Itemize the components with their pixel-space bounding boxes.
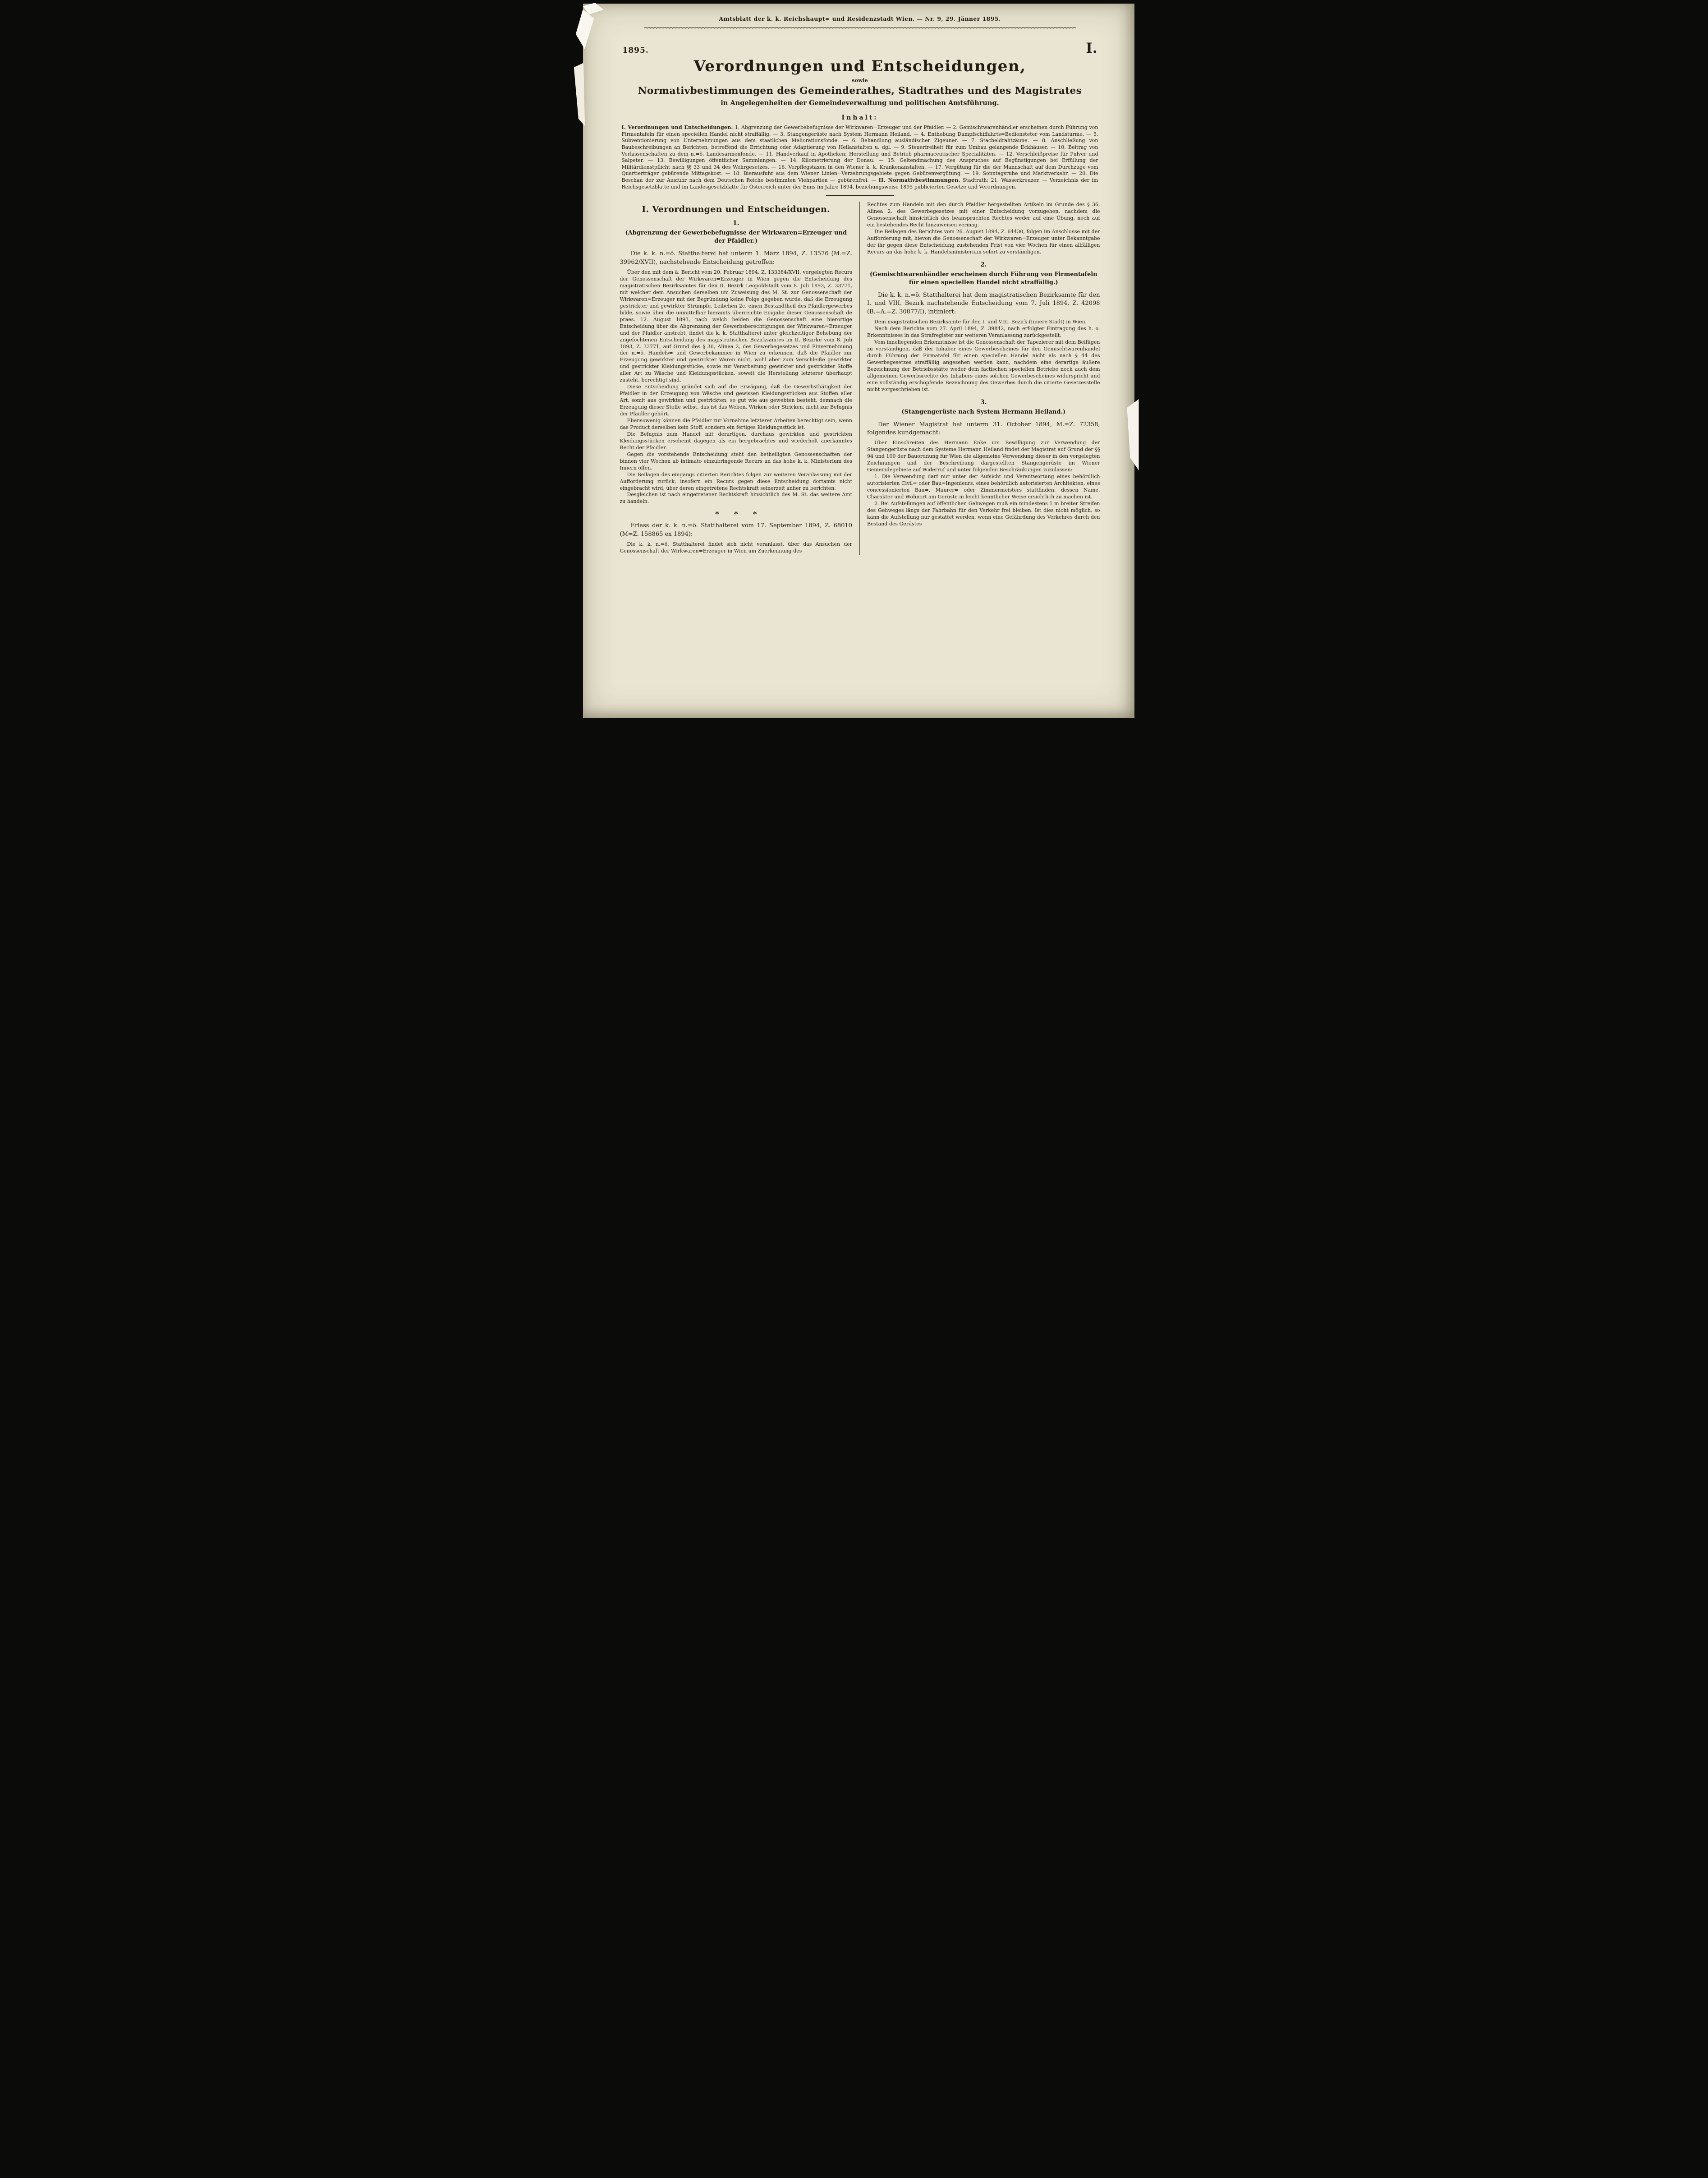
paragraph: Die Beilagen des Berichtes vom 26. August 1894, Z. 64430, folgen im Anschlusse mit der Aufforderung mit, hievon die Genossenschaft der Wirkwaren=Erzeuger unter Bekanntgabe der ihr gegen diese Entscheidung zustehenden Frist von vier Wochen für einen allfälligen Recurs an das hohe k. k. Handelsministerium sofort zu verständigen. bbox=[867, 229, 1100, 255]
masthead: Amtsblatt der k. k. Reichshaupt= und Residenzstadt Wien. — Nr. 9, 29. Jänner 1895. bbox=[719, 15, 1001, 22]
year-line bbox=[623, 40, 1097, 56]
left-column bbox=[620, 202, 860, 555]
toc-body bbox=[622, 124, 1098, 190]
paragraph: Die k. k. n.=ö. Statthalterei findet sich nicht veranlasst, über das Ansuchen der Genossenschaft der Wirkwaren=Erzeuger in Wien um Zuerkennung des bbox=[620, 541, 852, 554]
two-column-body bbox=[620, 202, 1100, 555]
paragraph: Erlass der k. k. n.=ö. Statthalterei vom 17. September 1894, Z. 68010 (M=Z. 158865 ex 1894): bbox=[620, 522, 852, 538]
section-divider-rule bbox=[826, 195, 894, 196]
paragraph: Vom inneliegenden Erkenntnisse ist die Genossenschaft der Tapezierer mit dem Beifügen zu verständigen, daß der Inhaber eines Gewerbescheines für den Gemischtwarenhandel durch Führung der Firmatafel für einen speciellen Handel nicht als nach § 44 des Gewerbegesetzes straffällig angesehen werden kann, nachdem eine derartige äußere Bezeichnung der Betriebsstätte weder dem factischen speciellen Betriebe noch auch dem allgemeinen Gewerbsrechte des Inhabers eines solchen Gewerbescheines widerspricht und eine vollständig erschöpfende Bezeichnung des Gewerbes durch die citierte Gesetzesstelle nicht vorgeschrieben ist. bbox=[867, 339, 1100, 392]
section-2-heading: (Gemischtwarenhändler erscheinen durch Führung von Firmentafeln für einen speciellen Handel nicht straffällig.) bbox=[869, 271, 1097, 286]
paragraph: Über Einschreiten des Hermann Enke um Bewilligung zur Verwendung der Stangengerüste nach dem Systeme Hermann Heiland findet der Magistrat auf Grund der §§ 94 und 100 der Bauordnung für Wien die allgemeine Verwendung dieser in den vorgelegten Zeichnungen und der Beschreibung dargestellten Stangengerüste im Wiener Gemeindegebiete auf Widerruf und unter folgenden Beschränkungen zuzulassen: bbox=[867, 440, 1100, 473]
paragraph: Die Befugnis zum Handel mit derartigen, durchaus gewirkten und gestrickten Kleidungsstücken erscheint dagegen als ein hergebrachtes und wiederholt anerkanntes Recht der Pfaidler. bbox=[620, 431, 852, 451]
paragraph: Der Wiener Magistrat hat unterm 31. October 1894, M.=Z. 72358, folgendes kundgemacht: bbox=[867, 421, 1100, 436]
part-numeral: I. bbox=[1086, 40, 1097, 56]
table-of-contents bbox=[620, 114, 1100, 190]
document-page bbox=[583, 4, 1134, 718]
asterisk-separator: * * * bbox=[715, 510, 763, 519]
toc-items-2: Stadtrath: 21. Wasserkreuzer. — Verzeichnis der im Reichsgesetzblatte und im Landesgesetzblatte für Österreich unter der Enns im Jahre 1894, beziehungsweise 1895 publicierten Gesetze und Verordnungen. bbox=[621, 177, 1098, 190]
section-number-3: 3. bbox=[980, 398, 987, 406]
paragraph: Über den mit dem ä. Bericht vom 20. Februar 1894, Z. 133384/XVII, vorgelegten Recurs der Genossenschaft der Wirkwaren=Erzeuger in Wien gegen die Entscheidung des magistratischen Bezirksamtes für den II. Bezirk Leopoldstadt vom 8. Juli 1893, Z. 33771, mit welcher dem Ansuchen derselben um Zuweisung des M. St. zur Genossenschaft der Wirkwaren=Erzeuger mit der Begründung keine Folge gegeben wurde, daß die Erzeugung gestrickter und gewirkter Strümpfe, Leibchen 2c. einen Bestandtheil des Pfaidlergewerbes bilde, sowie über die unmittelbar hieramts überreichte Eingabe dieser Genossenschaft de praes. 12. August 1893, nach welch beiden die Genossenschaft eine hierortige Entscheidung über die Abgrenzung der Gewerbsberechtigungen der Wirkwaren=Erzeuger und der Pfaidler anstrebt, findet die k. k. Statthalterei unter gleichzeitiger Behebung der angefochtenen Entscheidung des magistratischen Bezirksamtes im II. Bezirke vom 8. Juli 1893, Z. 33771, auf Grund des § 36, Alinea 2, des Gewerbegesetzes und Einvernehmung der n.=ö. Handels= und Gewerbekammer in Wien zu erkennen, daß die Pfaidler zur Erzeugung gewirkter und gestrickter Waren nicht, wohl aber zum Verschleiße gewirkter und gestrickter Kleidungsstücke, sowie zur Verarbeitung gewirkter und gestrickter Stoffe aller Art zu Wäsche und Kleidungsstücken, soweit die Herstellung letzterer überhaupt zusteht, berechtigt sind. bbox=[620, 269, 852, 383]
toc-lead: I. Verordnungen und Entscheidungen: bbox=[621, 124, 733, 130]
main-title: Verordnungen und Entscheidungen, bbox=[693, 57, 1026, 75]
paragraph: Die Beilagen des eingangs citierten Berichtes folgen zur weiteren Veranlassung mit der Aufforderung zurück, insofern ein Recurs gegen diese Entscheidung dortamts nicht eingebracht wird, über deren eingetretene Rechtskraft seinerzeit anher zu berichten. bbox=[620, 471, 852, 491]
masthead-rule-path bbox=[644, 28, 1076, 29]
subtitle-detail: in Angelegenheiten der Gemeindeverwaltung und politischen Amtsführung. bbox=[721, 99, 999, 107]
title-block bbox=[620, 57, 1100, 107]
paragraph: Gegen die vorstehende Entscheidung steht den betheiligten Genossenschaften der binnen vier Wochen ab intimato einzubringende Recurs an das hohe k. k. Ministerium des Innern offen. bbox=[620, 451, 852, 471]
paragraph: Die k. k. n.=ö. Statthalterei hat dem magistratischen Bezirksamte für den I. und VIII. Bezirk nachstehende Entscheidung vom 7. Juli 1894, Z. 42098 (B.=A.=Z. 30877/I), intimiert: bbox=[867, 291, 1100, 315]
scan-background bbox=[569, 0, 1139, 726]
paragraph: Die k. k. n.=ö. Statthalterei hat unterm 1. März 1894, Z. 13576 (M.=Z. 39962/XVII), nachstehende Entscheidung getroffen: bbox=[620, 250, 852, 266]
masthead-rule bbox=[620, 23, 1100, 31]
paragraph: Rechtes zum Handeln mit den durch Pfaidler hergestellten Artikeln im Grunde des § 36, Alinea 2, des Gewerbegesetzes mit einer Entscheidung vorzugehen, nachdem die Genossenschaft hinsichtlich des beanspruchten Rechtes weder auf eine Übung, noch auf ein bestehendes Recht hinzuweisen vermag. bbox=[867, 202, 1100, 228]
toc-heading: Inhalt: bbox=[841, 114, 878, 121]
year-label: 1895. bbox=[622, 46, 649, 55]
toc-items-1: 1. Abgrenzung der Gewerbebefugnisse der Wirkwaren=Erzeuger und der Pfaidler. — 2. Gemischtwarenhändler erscheinen durch Führung von Firmentafeln für einen speciellen Handel nicht straffällig. — 3. Stangengerüste nach System Hermann Heiland. — 4. Enthebung Dampfschiffahrts=Bediensteter vom Landsturme. — 5. Subventionierung von Unternehmungen aus dem staatlichen Meliorationsfonde. — 6. Behandlung ausländischer Zigeuner. — 7. Stacheldrahtzäune. — 8. Anschließung von Baubeschreibungen an Berichten, betreffend die Errichtung oder Adaptierung von Heilanstalten u. dgl. — 9. Steuerfreiheit für zum Umbau gelangende Eckhäuser. — 10. Beitrag von Verlassenschaften zu dem n.=ö. Landesarmenfonde. — 11. Handverkauf in Apotheken; Herstellung und Betrieb pharmaceutischer Specialitäten. — 12. Verschleißpreise für Pulver und Salpeter. — 13. Bewilligungen öffentlicher Sammlungen. — 14. Kilometrierung der Donau. — 15. Geltendmachung des Anspruches auf Begünstigungen bei Erfüllung der Militärdienstpflicht nach §§ 33 und 34 des Wehrgesetzes. — 16. Verpflegstaxen in den Wiener k. k. Krankenanstalten. — 17. Vergütung für die der Mannschaft auf dem Durchzuge vom Quartierträger gebürende Mittagskost. — 18. Bierausfuhr aus dem Wiener Linien=Verzehrungsgebiete gegen Gebürenvergütung. — 19. Sonntagsruhe und Marktverkehr. — 20. Die Beschau der zur Ausfuhr nach dem Deutschen Reiche bestimmten Viehpartien — gebürenfrei. — bbox=[621, 124, 1098, 183]
title-connector: sowie bbox=[852, 77, 868, 83]
section-3-heading: (Stangengerüste nach System Hermann Heiland.) bbox=[901, 408, 1066, 415]
paragraph: 2. Bei Aufstellungen auf öffentlichen Gehwegen muß ein mindestens 1 m breiter Streifen des Gehweges längs der Fahrbahn für den Verkehr frei bleiben. Ist dies nicht möglich, so kann die Aufstellung nur gestattet werden, wenn eine Gefährdung des Verkehres durch den Bestand des Gerüstes bbox=[867, 501, 1100, 527]
right-column bbox=[860, 202, 1100, 555]
section-number-1: 1. bbox=[732, 220, 739, 227]
paragraph: Dem magistratischen Bezirksamte für den I. und VIII. Bezirk (Innere Stadt) in Wien. bbox=[874, 319, 1087, 325]
paragraph: Nach dem Berichte vom 27. April 1894, Z. 39842, nach erfolgter Eintragung des h. o. Erkenntnisses in das Strafregister zur weiteren Veranlassung zurückgestellt. bbox=[867, 326, 1100, 339]
paragraph: Desgleichen ist nach eingetretener Rechtskraft hinsichtlich des M. St. das weitere Amt zu handeln. bbox=[620, 492, 852, 505]
paragraph: 1. Die Verwendung darf nur unter der Aufsicht und Verantwortung eines behördlich autorisierten Civil= oder Bau=Ingenieurs, eines behördlich autorisierten Architekten, eines concessionierten Bau=, Maurer= oder Zimmermeisters stattfinden, dessen Name, Charakter und Wohnort am Gerüste in leicht kenntlicher Weise ersichtlich zu machen ist. bbox=[867, 474, 1100, 500]
paragraph: Diese Entscheidung gründet sich auf die Erwägung, daß die Gewerbsthätigkeit der Pfaidler in der Erzeugung von Wäsche und gewissen Kleidungsstücken aus Stoffen aller Art, somit aus gewirkten und gestrickten, so gut wie aus gewebten besteht, demnach die Erzeugung dieser Stoffe selbst, das ist das Weben, Wirken oder Stricken, nicht zur Befugnis der Pfaidler gehört. bbox=[620, 384, 852, 417]
paragraph: Ebensowenig können die Pfaidler zur Vornahme letzterer Arbeiten berechtigt sein, wenn das Product derselben kein Stoff, sondern ein fertiges Kleidungsstück ist. bbox=[620, 418, 852, 430]
section-1-heading: (Abgrenzung der Gewerbebefugnisse der Wirkwaren=Erzeuger und der Pfaidler.) bbox=[625, 230, 847, 245]
section-number-2: 2. bbox=[980, 261, 987, 268]
toc-section2-lead: II. Normativbestimmungen. bbox=[878, 177, 960, 183]
chapter-heading: I. Verordnungen und Entscheidungen. bbox=[642, 204, 831, 215]
subtitle-line: Normativbestimmungen des Gemeinderathes, Stadtrathes und des Magistrates bbox=[638, 85, 1082, 97]
